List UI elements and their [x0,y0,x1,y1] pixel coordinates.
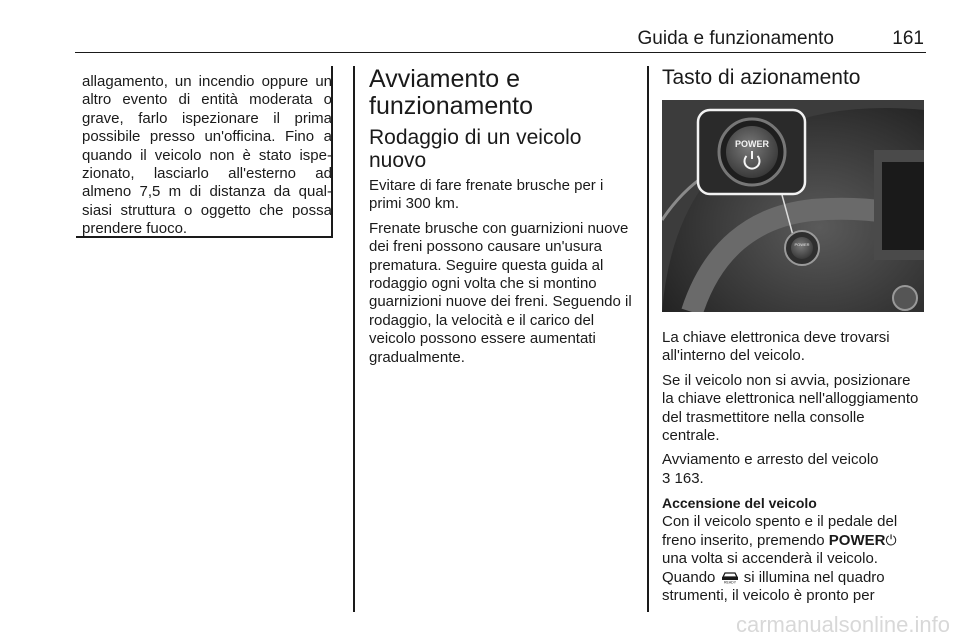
column-divider-2 [647,66,649,612]
paragraph-chiave-2: Se il veicolo non si avvia, posizionare la chiave elettronica nell'alloggiamento del trasmettitore nella consolle centrale. [662,371,919,445]
ready-car-icon [720,569,740,586]
column-3-body [662,329,926,606]
power-keyword: POWER [828,532,886,550]
power-symbol-icon: ⏻ [885,532,897,549]
page-number: 161 [892,28,924,49]
chapter-title: Avviamento e funzionamento [369,65,534,120]
power-button-photo [662,100,924,312]
section-title: Guida e funzionamento [637,28,834,49]
subheading-accensione: Accensione del veicolo [662,495,817,512]
small-power-label: POWER [794,242,810,247]
ready-label: READY [723,580,736,584]
power-label: POWER [734,139,770,149]
column-3-heading [662,66,926,90]
column-2 [369,66,634,373]
column-divider-1 [353,66,355,612]
paragraph-riferimento [662,451,926,488]
paragraph-chiave-1: La chiave elettronica deve trovarsi all'interno del veicolo. [662,329,890,365]
paragraph-accensione: Con il veicolo spento e il pedale del freno inserito, premendo POWER⏻ una volta si accenderà il veicolo. Quando READY si illumina nel quadro strumenti, il veicolo è pronto per [662,512,898,605]
section-heading-rodaggio: Rodaggio di un veicolo nuovo [369,126,582,172]
power-button-illustration [662,100,924,312]
paragraph-rodaggio-1: Evitare di fare frenate brusche per i primi 300 km. [369,177,604,213]
reference-text: Avviamento e arresto del veicolo [662,451,879,469]
paragraph-rodaggio-2: Frenate brusche con guarnizioni nuove dei freni possono causare un'usura prematura. Seguire questa guida al rodaggio ogni volta che si montino guarnizioni nuove dei freni. Seguendo il rodaggio, la velocità e il carico del veicolo possono essere aumentati gradualmente. [369,219,632,366]
page-header [75,26,926,53]
warning-text: allagamento, un incendio oppure un altro evento di entità moderata o grave, farlo ispezionare il prima possibile presso un'officina. Fino a quando il veicolo non è stato ispezionato, lasciarlo all'esterno ad almeno 7,5 m di distanza da qualsiasi struttura o oggetto che possa prendere fuoco. [82,73,332,238]
page-reference: 3 163. [662,469,704,487]
watermark: carmanualsonline.info [735,612,950,637]
section-heading-tasto: Tasto di azionamento [662,66,861,89]
warning-box [76,66,333,238]
